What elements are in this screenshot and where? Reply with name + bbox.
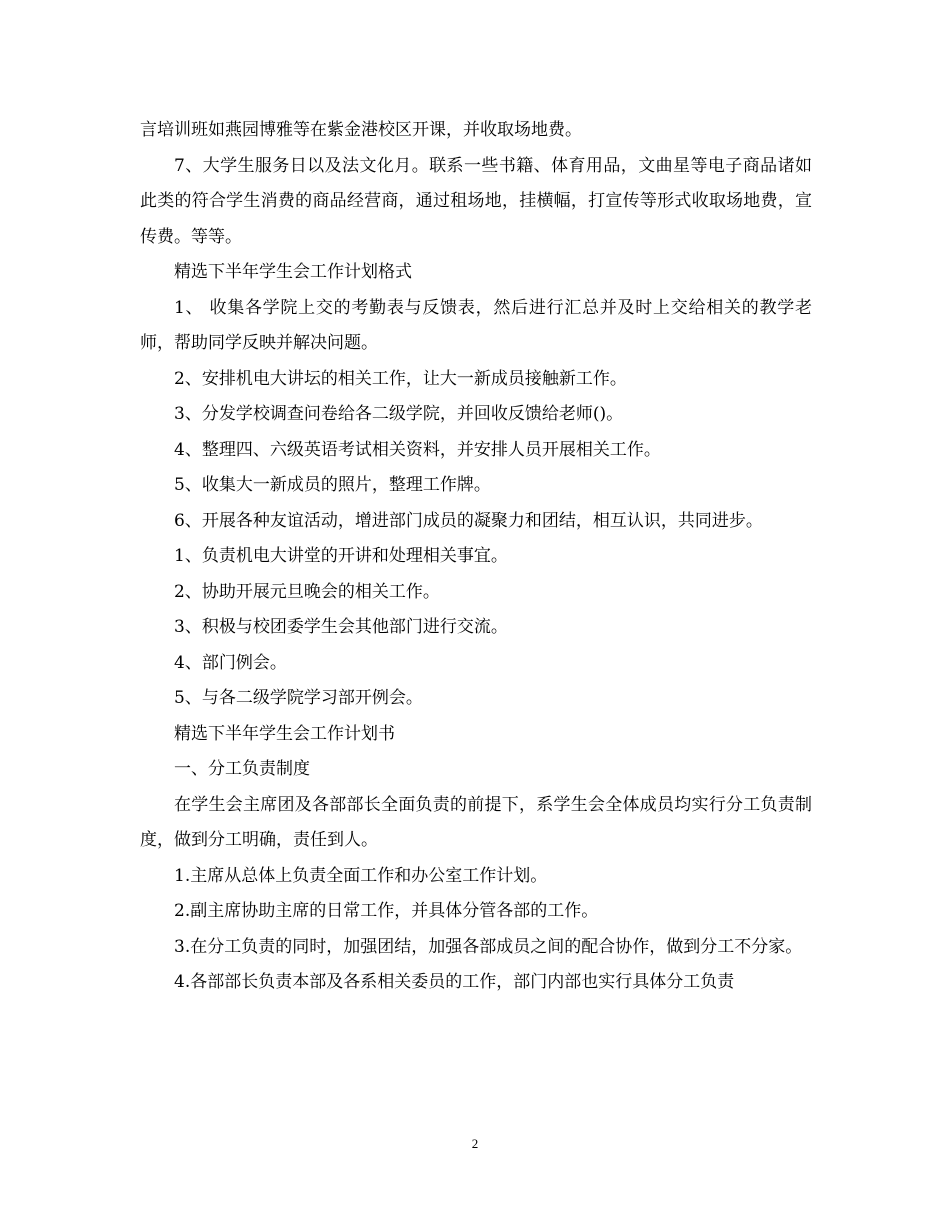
paragraph: 在学生会主席团及各部部长全面负责的前提下，系学生会全体成员均实行分工负责制度，做到分工明确，责任到人。: [140, 794, 812, 850]
list-item: 3、分发学校调查问卷给各二级学院，并回收反馈给老师()。: [174, 404, 624, 424]
document-body: [140, 113, 812, 1001]
list-item: 1、负责机电大讲堂的开讲和处理相关事宜。: [174, 546, 508, 566]
list-item: 5、收集大一新成员的照片，整理工作牌。: [174, 475, 491, 495]
page-number: 2: [471, 1136, 479, 1151]
list-item: 2、协助开展元旦晚会的相关工作。: [174, 581, 440, 602]
list-item: 2、安排机电大讲坛的相关工作，让大一新成员接触新工作。: [174, 368, 627, 389]
list-item: 4、整理四、六级英语考试相关资料，并安排人员开展相关工作。: [174, 439, 661, 460]
list-item: 3、积极与校团委学生会其他部门进行交流。: [174, 617, 508, 637]
list-item: 2.副主席协助主席的日常工作，并具体分管各部的工作。: [174, 901, 599, 921]
list-item: 3.在分工负责的同时，加强团结，加强各部成员之间的配合协作，做到分工不分家。: [174, 936, 803, 957]
section-heading: 精选下半年学生会工作计划格式: [174, 262, 412, 282]
list-item: 1、 收集各学院上交的考勤表与反馈表，然后进行汇总并及时上交给相关的教学老师，帮助同学反映并解决问题。: [140, 297, 812, 353]
list-item: 1.主席从总体上负责全面工作和办公室工作计划。: [174, 865, 548, 886]
paragraph: 7、大学生服务日以及法文化月。联系一些书籍、体育用品，文曲星等电子商品诸如此类的符合学生消费的商品经营商，通过租场地，挂横幅，打宣传等形式收取场地费，宣传费。等等。: [140, 155, 812, 247]
paragraph: 言培训班如燕园博雅等在紫金港校区开课，并收取场地费。: [140, 120, 582, 140]
list-item: 6、开展各种友谊活动，增进部门成员的凝聚力和团结，相互认识，共同进步。: [174, 510, 763, 531]
list-item: 4.各部部长负责本部及各系相关委员的工作，部门内部也实行具体分工负责: [174, 972, 735, 992]
list-item: 5、与各二级学院学习部开例会。: [174, 688, 423, 708]
subsection-heading: 一、分工负责制度: [174, 759, 310, 779]
section-heading: 精选下半年学生会工作计划书: [174, 723, 395, 744]
list-item: 4、部门例会。: [174, 652, 287, 673]
